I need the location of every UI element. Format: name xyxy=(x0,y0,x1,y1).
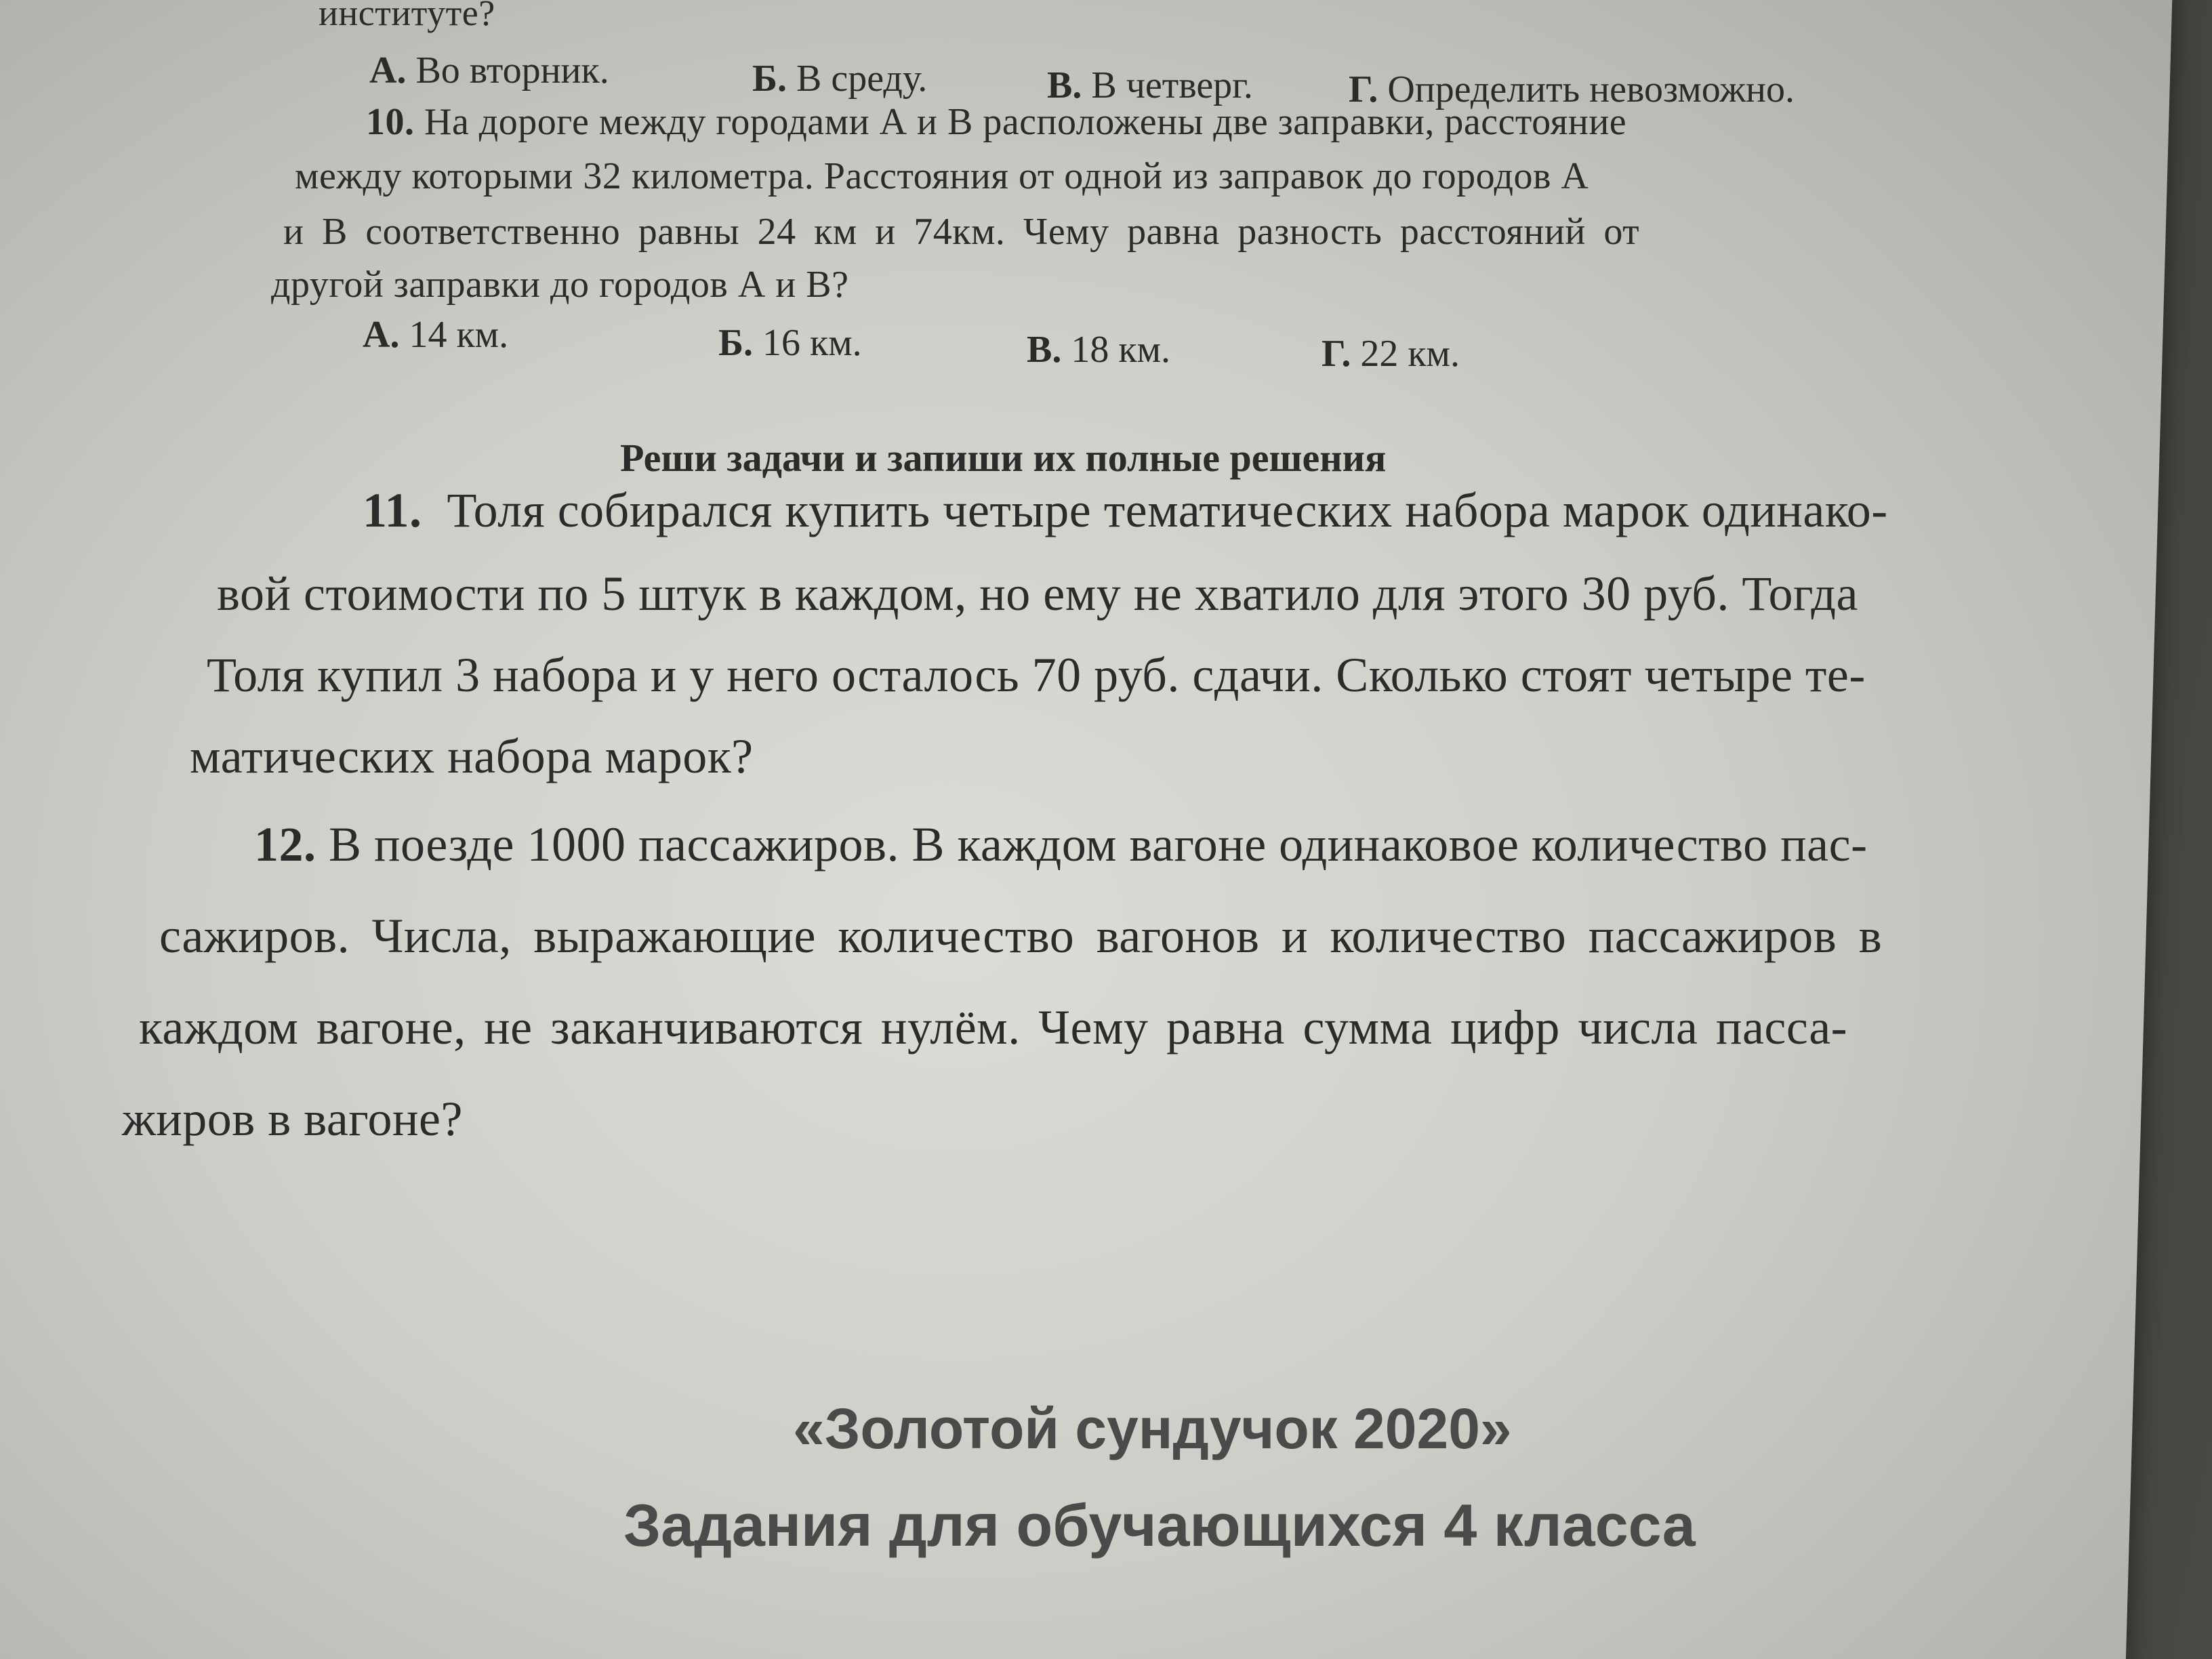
q11-line-4: матических набора марок? xyxy=(190,729,754,783)
q10-answer-c: В. 18 км. xyxy=(1027,329,1171,371)
q10-answer-d: Г. 22 км. xyxy=(1322,333,1460,375)
q11-line-1: 11. Толя собирался купить четыре тематических набора марок одинако- xyxy=(363,483,1888,537)
q12-line-3: каждом вагоне, не заканчиваются нулём. Чему равна сумма цифр числа пасса- xyxy=(139,1000,1848,1054)
q11-number: 11. xyxy=(363,483,422,537)
q9-answer-d: Г. Определить невозможно. xyxy=(1349,68,1795,110)
q10-line-1: 10. На дороге между городами А и В расположены две заправки, расстояние xyxy=(366,101,1627,143)
q12-line-4: жиров в вагоне? xyxy=(122,1092,463,1146)
q9-answer-b: Б. В среду. xyxy=(752,58,928,100)
q10-number: 10. xyxy=(366,101,415,143)
section-title: Реши задачи и запиши их полные решения xyxy=(620,436,1387,480)
q10-answer-a: А. 14 км. xyxy=(363,314,509,356)
q10-answer-b: Б. 16 км. xyxy=(718,322,862,364)
footer-subtitle: Задания для обучающихся 4 класса xyxy=(623,1492,1696,1559)
q10-line-3: и В соответственно равны 24 км и 74км. Чему равна разность расстояний от xyxy=(283,211,1640,253)
q11-line-2: вой стоимости по 5 штук в каждом, но ему не хватило для этого 30 руб. Тогда xyxy=(217,567,1859,621)
q9-answer-c: В. В четверг. xyxy=(1047,64,1253,106)
q10-line-4: другой заправки до городов А и В? xyxy=(271,264,849,306)
q12-number: 12. xyxy=(254,817,316,872)
q9-answer-a: А. Во вторник. xyxy=(369,49,609,91)
q10-line-2: между которыми 32 километра. Расстояния от одной из заправок до городов А xyxy=(295,155,1589,197)
q12-line-1: 12. В поезде 1000 пассажиров. В каждом вагоне одинаковое количество пас- xyxy=(254,817,1868,872)
partial-line: институте? xyxy=(319,0,495,33)
q12-line-2: сажиров. Числа, выражающие количество вагонов и количество пассажиров в xyxy=(159,909,1883,963)
footer-title: «Золотой сундучок 2020» xyxy=(793,1397,1512,1460)
q11-line-3: Толя купил 3 набора и у него осталось 70 руб. сдачи. Сколько стоят четыре те- xyxy=(207,648,1866,702)
